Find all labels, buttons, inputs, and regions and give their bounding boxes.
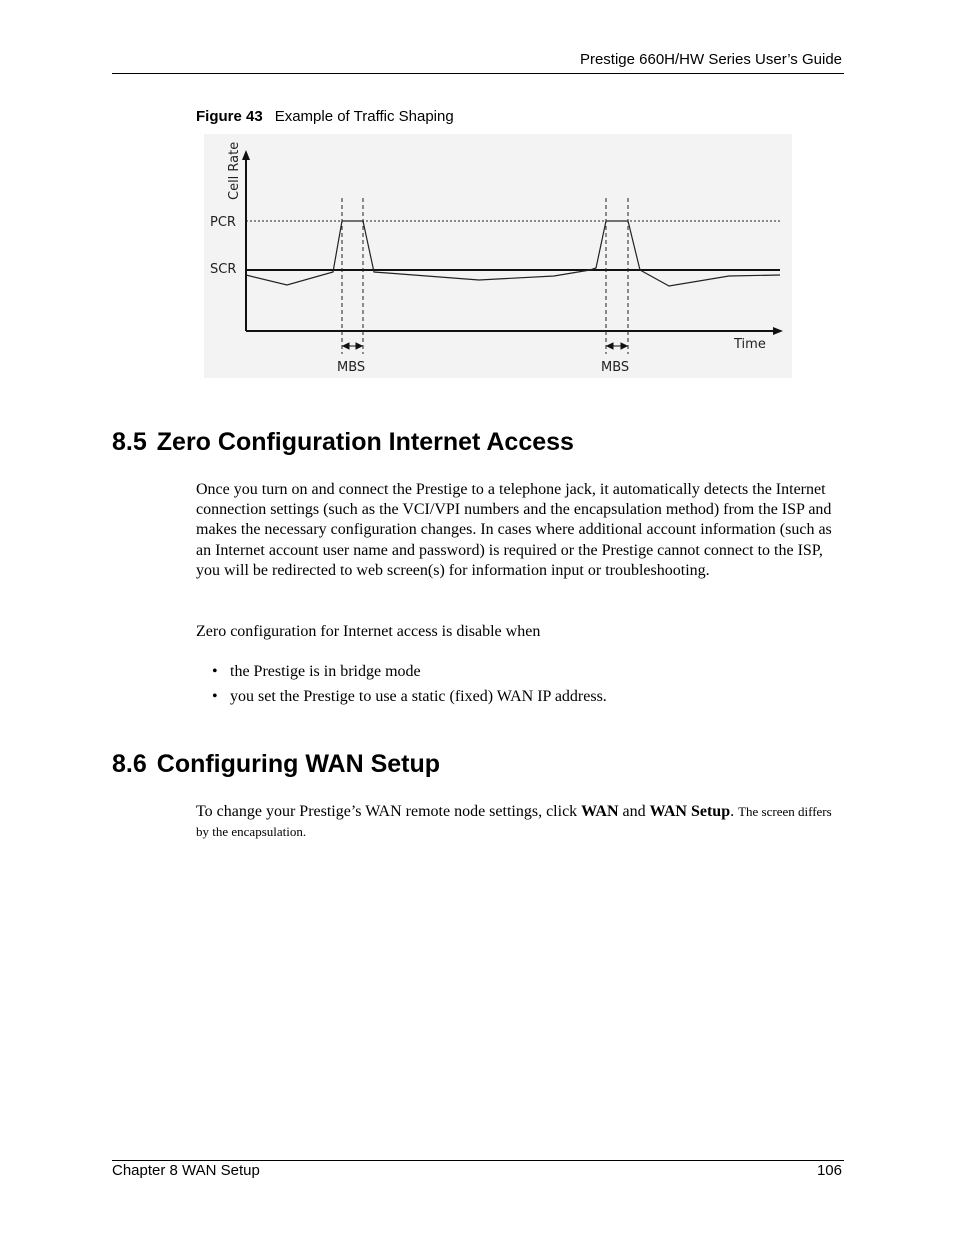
cell-rate-trace xyxy=(246,221,780,286)
x-axis-arrow xyxy=(773,327,783,335)
section-title: Zero Configuration Internet Access xyxy=(156,428,574,456)
mbs-label-2: MBS xyxy=(601,360,630,375)
section-number: 8.5 xyxy=(112,428,147,456)
x-axis-label: Time xyxy=(734,337,766,352)
mbs-arrow-1 xyxy=(343,343,362,349)
disable-conditions-list xyxy=(196,662,607,712)
header-rule xyxy=(112,73,844,74)
traffic-shaping-figure xyxy=(204,134,792,378)
wan-menu-reference: WAN xyxy=(581,803,619,820)
figure-caption-text: Example of Traffic Shaping xyxy=(274,108,454,125)
y-axis-label: Cell Rate xyxy=(227,141,242,200)
section-8-6-paragraph xyxy=(196,802,836,842)
page-number: 106 xyxy=(816,1162,842,1179)
figure-label: Figure 43 xyxy=(196,108,263,125)
mbs-arrow-2 xyxy=(607,343,627,349)
section-title: Configuring WAN Setup xyxy=(156,750,441,778)
pcr-label: PCR xyxy=(210,215,236,230)
instruction-text: . xyxy=(730,803,735,820)
list-item: • you set the Prestige to use a static (fixed) WAN IP address. xyxy=(196,687,607,712)
section-8-5-heading xyxy=(112,428,574,457)
section-8-5-paragraph-2: Zero configuration for Internet access is disable when xyxy=(196,623,541,640)
instruction-text: To change your Prestige’s WAN remote node settings, click xyxy=(196,803,578,820)
footer-rule xyxy=(112,1160,844,1161)
footer-chapter: Chapter 8 WAN Setup xyxy=(112,1162,260,1179)
encapsulation-note: The screen differs by the encapsulation. xyxy=(196,804,832,840)
running-header: Prestige 660H/HW Series User’s Guide xyxy=(579,51,842,68)
section-8-6-heading xyxy=(112,750,440,779)
list-item: • the Prestige is in bridge mode xyxy=(196,662,607,687)
section-8-5-paragraph-1: Once you turn on and connect the Prestige to a telephone jack, it automatically detects the Internet connection settings (such as the VCI/VPI numbers and the encapsulation method) from the ISP and makes the necessary configuration changes. In cases where additional account information (such as an Internet account user name and password) is required or the Prestige cannot connect to the ISP, you will be redirected to web screen(s) for information input or troubleshooting. xyxy=(196,481,832,579)
y-axis-arrow xyxy=(242,150,250,160)
section-number: 8.6 xyxy=(112,750,147,778)
figure-caption xyxy=(196,108,454,125)
mbs-label-1: MBS xyxy=(337,360,366,375)
scr-label: SCR xyxy=(210,262,237,277)
instruction-text: and xyxy=(622,803,646,820)
wan-setup-menu-reference: WAN Setup xyxy=(649,803,731,820)
